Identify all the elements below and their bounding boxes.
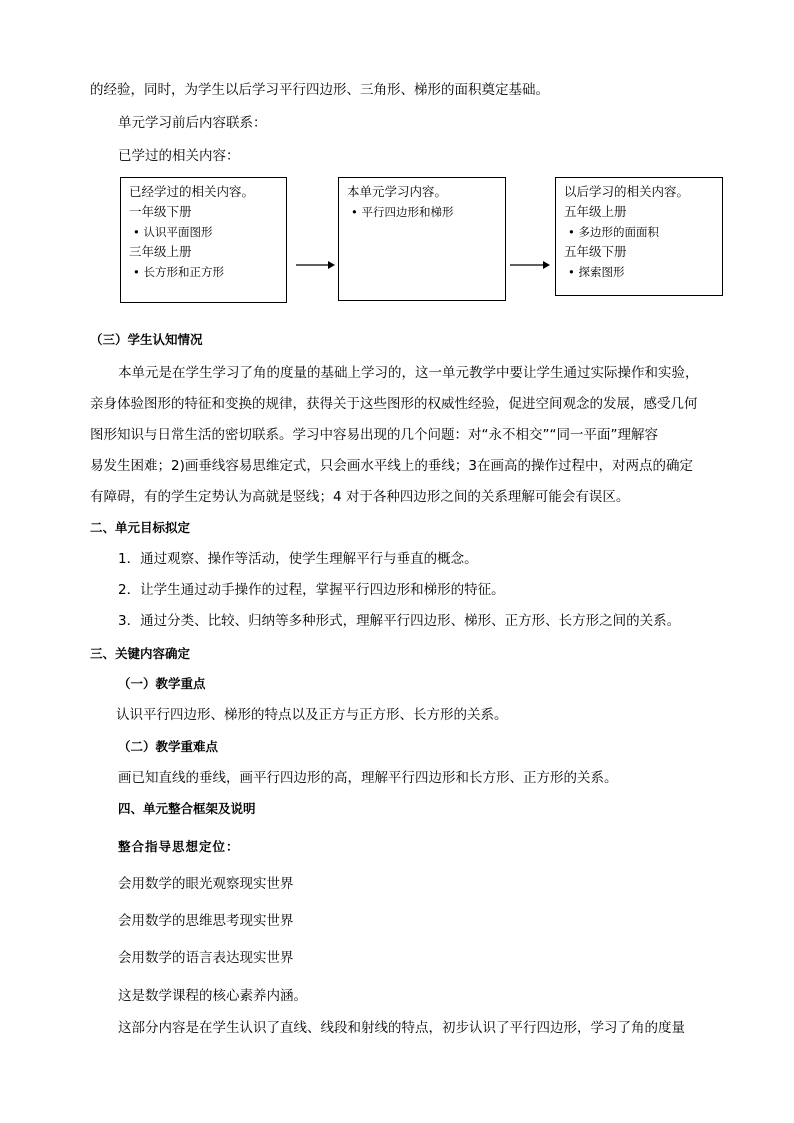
framework-guide-heading: 整合指导思想定位： (118, 839, 240, 854)
box-current-item: • 平行四边形和梯形 (347, 202, 497, 222)
diagram-box-current (338, 177, 506, 301)
framework-core: 这是数学课程的核心素养内涵。 (118, 988, 307, 1004)
section3-heading: （三）学生认知情况 (90, 332, 203, 347)
arrow-icon (296, 258, 336, 272)
box-prior-item-2: • 长方形和正方形 (129, 262, 278, 282)
section3-para-line-3: 图形知识与日常生活的密切联系。学习中容易出现的几个问题：对“永不相交”“同一平面”理解容 (90, 427, 658, 443)
key-heading: 三、关键内容确定 (90, 646, 191, 661)
framework-line-3: 会用数学的语言表达现实世界 (118, 950, 294, 966)
framework-heading: 四、单元整合框架及说明 (118, 801, 256, 816)
unit-link-label: 单元学习前后内容联系： (118, 115, 267, 131)
box-future-title: 以后学习的相关内容。 (564, 184, 690, 199)
goal-item-3: 3．通过分类、比较、归纳等多种形式，理解平行四边形、梯形、正方形、长方形之间的关系。 (118, 613, 681, 629)
goal-item-2: 2．让学生通过动手操作的过程，掌握平行四边形和梯形的特征。 (118, 582, 505, 598)
framework-line-1: 会用数学的眼光观察现实世界 (118, 876, 294, 892)
box-future-heading-2: 五年级下册 (564, 244, 627, 259)
box-current-title: 本单元学习内容。 (347, 184, 448, 199)
framework-last-line: 这部分内容是在学生认识了直线、线段和射线的特点，初步认识了平行四边形，学习了角的度量 (118, 1020, 685, 1036)
section3-para-line-5: 有障碍，有的学生定势认为高就是竖线；4 对于各种四边形之间的关系理解可能会有误区。 (90, 489, 630, 505)
key-focus-text: 认识平行四边形、梯形的特点以及正方与正方形、长方形的关系。 (116, 707, 508, 723)
box-future-item-2: • 探索图形 (564, 262, 714, 282)
box-prior-heading-1: 一年级下册 (129, 204, 192, 219)
section3-para-line-2: 亲身体验图形的特征和变换的规律，获得关于这些图形的权威性经验，促进空间观念的发展，感受几何 (90, 396, 698, 412)
diagram-box-prior (120, 177, 287, 303)
box-future-heading-1: 五年级上册 (564, 204, 627, 219)
learned-label: 已学过的相关内容： (118, 148, 240, 164)
key-difficulty-text: 画已知直线的垂线，画平行四边形的高，理解平行四边形和长方形、正方形的关系。 (118, 770, 618, 786)
arrow-icon (510, 258, 550, 272)
section3-para-line-1: 本单元是在学生学习了角的度量的基础上学习的，这一单元教学中要让学生通过实际操作和实验， (118, 365, 699, 381)
key-difficulty-heading: （二）教学重难点 (118, 739, 219, 754)
framework-line-2: 会用数学的思维思考现实世界 (118, 913, 294, 929)
section3-para-line-4: 易发生困难；2)画垂线容易思维定式，只会画水平线上的垂线；3在画高的操作过程中，对两点的确定 (90, 458, 693, 474)
box-prior-title: 已经学过的相关内容。 (129, 184, 255, 199)
intro-line: 的经验，同时，为学生以后学习平行四边形、三角形、梯形的面积奠定基础。 (90, 82, 549, 98)
key-focus-heading: （一）教学重点 (118, 676, 206, 691)
box-future-item-1: • 多边形的面面积 (564, 222, 714, 242)
box-prior-heading-2: 三年级上册 (129, 244, 192, 259)
goals-heading: 二、单元目标拟定 (90, 520, 191, 535)
box-prior-item-1: • 认识平面图形 (129, 222, 278, 242)
goal-item-1: 1．通过观察、操作等活动，使学生理解平行与垂直的概念。 (118, 551, 478, 567)
diagram-box-future (555, 177, 723, 296)
